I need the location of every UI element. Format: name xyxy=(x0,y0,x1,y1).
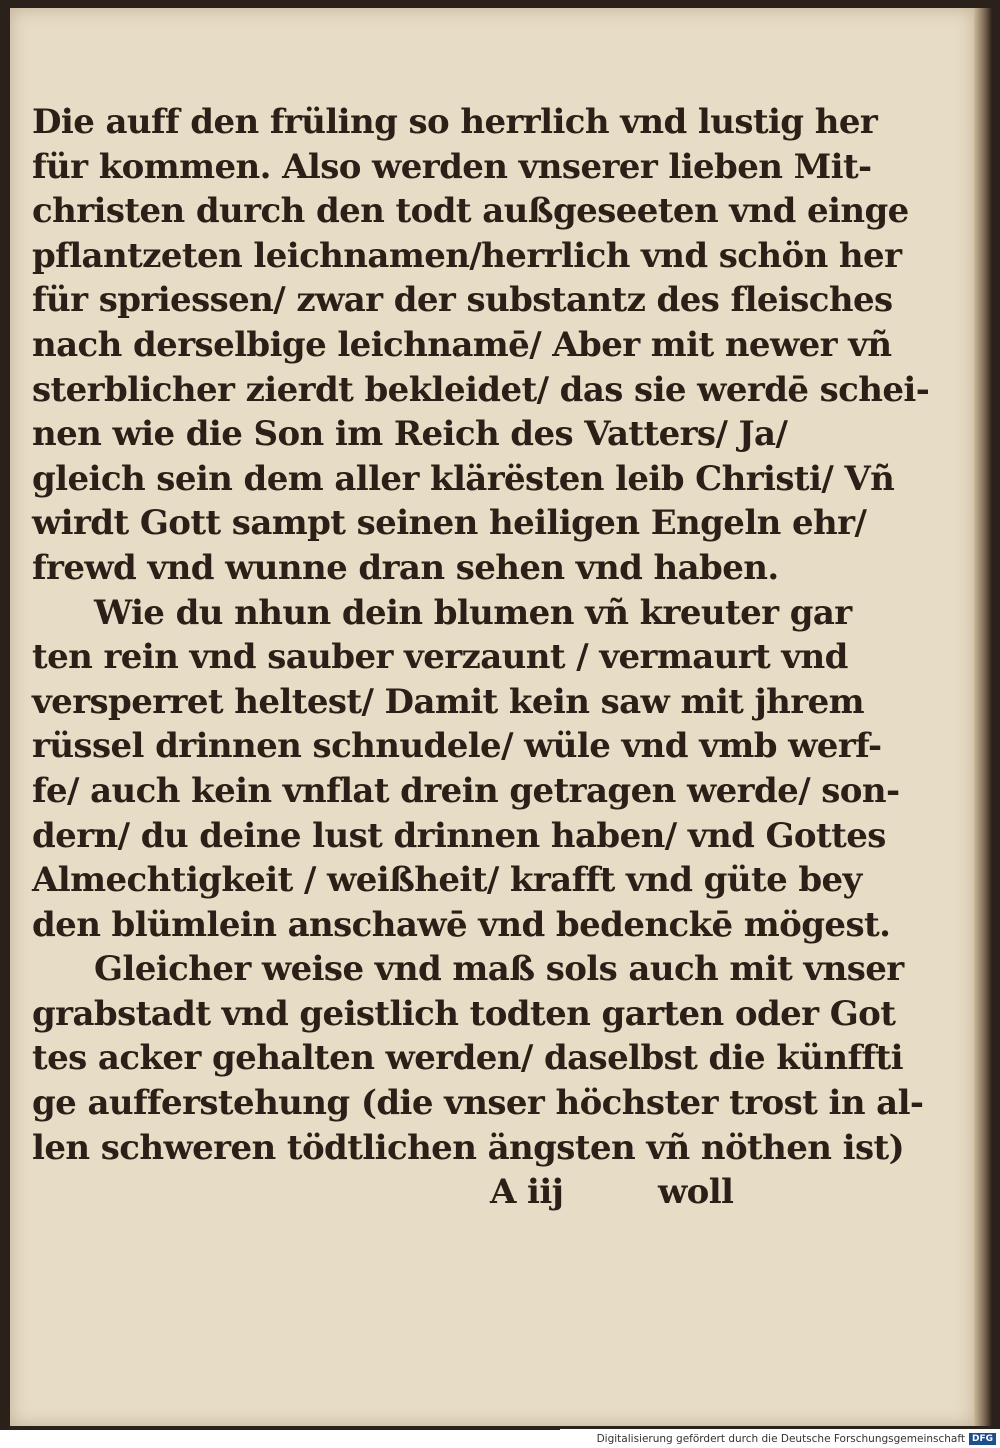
text-line: rüssel drinnen schnudele/ wüle vnd vmb werf- xyxy=(32,726,882,767)
footer-credit xyxy=(560,1429,1000,1448)
page-edge xyxy=(974,8,992,1426)
book-page xyxy=(10,8,974,1426)
signature-mark: A iij xyxy=(490,1172,564,1213)
text-line: frewd vnd wunne dran sehen vnd haben. xyxy=(32,547,779,588)
text-line: für kommen. Also werden vnserer lieben Mit- xyxy=(32,146,872,187)
catchword: woll xyxy=(658,1172,734,1213)
text-line: Almechtigkeit / weißheit/ krafft vnd güte bey xyxy=(32,860,862,901)
page-text xyxy=(32,100,930,1213)
text-line: dern/ du deine lust drinnen haben/ vnd Gottes xyxy=(32,815,886,856)
text-line: len schweren tödtlichen ängsten vñ nöthen ist) xyxy=(32,1127,905,1168)
text-line: für spriessen/ zwar der substantz des fleisches xyxy=(32,280,893,321)
text-line: versperret heltest/ Damit kein saw mit jhrem xyxy=(32,681,865,722)
credit-text: Digitalisierung gefördert durch die Deutsche Forschungsgemeinschaft xyxy=(596,1432,965,1445)
text-line: fe/ auch kein vnflat drein getragen werde/ son- xyxy=(32,770,900,811)
text-line: nen wie die Son im Reich des Vatters/ Ja/ xyxy=(32,414,788,455)
text-line: grabstadt vnd geistlich todten garten oder Got xyxy=(32,993,896,1034)
dfg-logo-icon: DFG xyxy=(969,1433,996,1445)
text-line: gleich sein dem aller klärësten leib Christi/ Vñ xyxy=(32,458,895,499)
text-line: pflantzeten leichnamen/herrlich vnd schön her xyxy=(32,235,902,276)
text-line: christen durch den todt außgeseeten vnd einge xyxy=(32,191,909,232)
text-line: sterblicher zierdt bekleidet/ das sie werdē schei- xyxy=(32,369,930,410)
text-line: ge aufferstehung (die vnser höchster trost in al- xyxy=(32,1083,924,1124)
text-line: nach derselbige leichnamē/ Aber mit newer vñ xyxy=(32,324,892,365)
text-line: wirdt Gott sampt seinen heiligen Engeln ehr/ xyxy=(32,503,867,544)
text-line: den blümlein anschawē vnd bedenckē mögest. xyxy=(32,904,891,945)
paragraph-start-line: Wie du nhun dein blumen vñ kreuter gar xyxy=(94,592,852,633)
text-line: ten rein vnd sauber verzaunt / vermaurt vnd xyxy=(32,637,848,678)
paragraph-start-line: Gleicher weise vnd maß sols auch mit vnser xyxy=(94,949,904,990)
text-line: Die auff den früling so herrlich vnd lustig her xyxy=(32,102,878,142)
text-line: tes acker gehalten werden/ daselbst die künffti xyxy=(32,1038,903,1079)
